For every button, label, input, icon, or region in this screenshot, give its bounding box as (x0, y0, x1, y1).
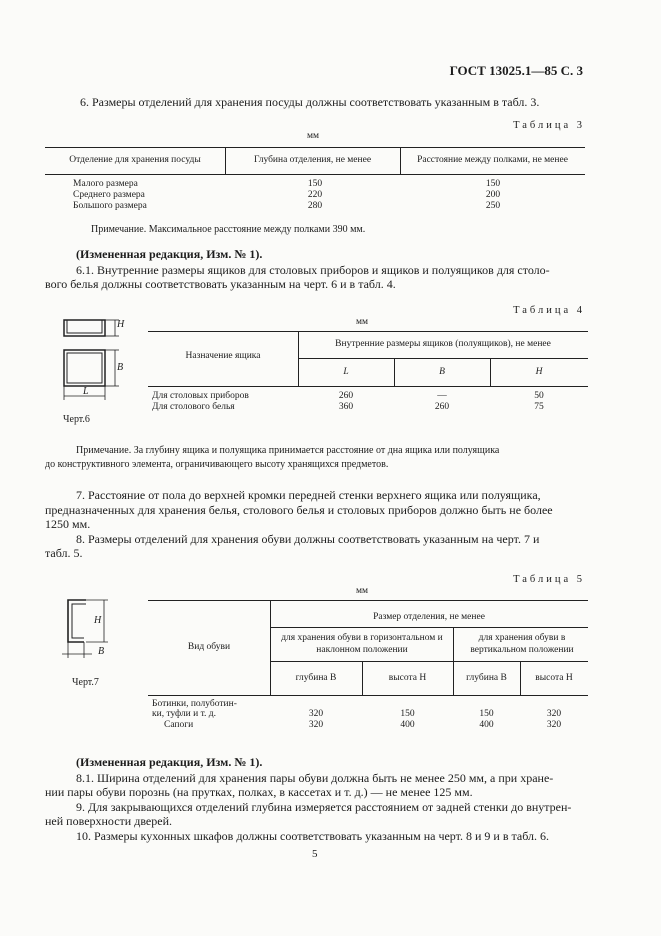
table3-row-2-depth: 220 (307, 190, 323, 200)
drawing-7 (58, 596, 128, 666)
paragraph-8-1-line-1: 8.1. Ширина отделений для хранения пары обуви должна быть не менее 250 мм, а при хране- (76, 771, 554, 785)
table5-sub-rule (270, 627, 588, 628)
table3-row-1-label: Малого размера (73, 179, 138, 189)
paragraph-6-1-line-2: вого белья должны соответствовать указанным на черт. 6 и в табл. 4. (45, 277, 396, 291)
table4-header-purpose: Назначение ящика (185, 351, 261, 361)
paragraph-7-line-2: предназначенных для хранения белья, столового белья и столовых приборов должно быть не более (45, 503, 553, 517)
table4-row-1-label: Для столовых приборов (152, 391, 249, 401)
table4-row-1-h: 50 (534, 391, 544, 401)
table3-row-3-depth: 280 (307, 201, 323, 211)
table3-header-col1: Отделение для хранения посуды (69, 155, 201, 165)
table5-row-1-height-1: 150 (400, 709, 415, 719)
table3-header-col3: Расстояние между полками, не менее (417, 155, 568, 165)
table5-header-depth-1: глубина B (295, 673, 337, 683)
table3-note: Примечание. Максимальное расстояние между полками 390 мм. (91, 224, 366, 235)
table4-header-b: B (439, 367, 445, 377)
table3-header-col2: Глубина отделения, не менее (253, 155, 372, 165)
table5-header-group: Размер отделения, не менее (373, 612, 485, 622)
table3-header-rule (45, 174, 585, 175)
table5-header-type: Вид обуви (187, 642, 231, 652)
drawing-6-caption: Черт.6 (63, 414, 90, 425)
table5-row-2-depth-2: 400 (479, 720, 494, 730)
table3-vrule-2 (400, 147, 401, 174)
paragraph-8-1-line-2: нии пары обуви порознь (на прутках, полках, в кассетах и т. д.) — не менее 125 мм. (45, 785, 473, 799)
paragraph-9-line-1: 9. Для закрывающихся отделений глубина измеряется расстоянием от задней стенки до внутрен- (76, 800, 572, 814)
table4-row-1-b: — (437, 391, 447, 401)
table5-row-1-label-line-1: Ботинки, полуботин- (152, 699, 237, 709)
table4-row-2-l: 360 (338, 402, 354, 412)
table3-vrule-1 (225, 147, 226, 174)
paragraph-6-1-line-1: 6.1. Внутренние размеры ящиков для столовых приборов и ящиков и полуящиков для столо- (76, 263, 550, 277)
table3-row-2-spacing: 200 (485, 190, 501, 200)
table4-unit: мм (356, 317, 369, 327)
table4-header-rule (148, 386, 588, 387)
table4-top-rule (148, 331, 588, 332)
table4-row-2-b: 260 (434, 402, 450, 412)
table4-row-1-l: 260 (338, 391, 354, 401)
table3-row-1-depth: 150 (307, 179, 323, 189)
paragraph-7-line-3: 1250 мм. (45, 517, 91, 531)
table5-top-rule (148, 600, 588, 601)
table4-caption: Таблица 4 (513, 305, 585, 316)
table4-note-line-2: до конструктивного элемента, ограничивающего высоту хранящихся предметов. (45, 459, 389, 470)
table5-row-2-height-2: 320 (546, 720, 562, 730)
table5-row-2-height-1: 400 (400, 720, 415, 730)
table5-header-height-2: высота H (535, 673, 573, 683)
drawing-6-label-h: H (117, 319, 125, 330)
table5-row-2-depth-1: 320 (308, 720, 324, 730)
table3-unit: мм (307, 131, 320, 141)
table3-top-rule (45, 147, 585, 148)
drawing-6-label-l: L (83, 386, 89, 397)
table4-note-line-1: Примечание. За глубину ящика и полуящика принимается расстояние от дна ящика или полуящика (76, 445, 500, 456)
paragraph-8-line-2: табл. 5. (45, 546, 83, 560)
amendment-note-2: (Измененная редакция, Изм. № 1). (76, 755, 263, 769)
table5-row-1-depth-2: 150 (479, 709, 494, 719)
drawing-6-label-b: B (117, 362, 124, 373)
table3-row-3-spacing: 250 (485, 201, 501, 211)
table5-row-1-depth-1: 320 (308, 709, 324, 719)
table3-row-1-spacing: 150 (485, 179, 501, 189)
table3-row-3-label: Большого размера (73, 201, 147, 211)
table5-row-1-label-line-2: ки, туфли и т. д. (152, 709, 216, 719)
amendment-note-1: (Измененная редакция, Изм. № 1). (76, 247, 263, 261)
table4-row-2-label: Для столового белья (152, 402, 235, 412)
table5-header-height-1: высота H (388, 673, 427, 683)
table5-row-2-label: Сапоги (164, 720, 194, 730)
paragraph-6: 6. Размеры отделений для хранения посуды должны соответствовать указанным в табл. 3. (80, 95, 540, 109)
table5-header-depth-2: глубина B (466, 673, 507, 683)
drawing-7-label-h: H (94, 615, 102, 626)
paragraph-10: 10. Размеры кухонных шкафов должны соответствовать указанным на черт. 8 и 9 и в табл. 6. (76, 829, 550, 843)
table5-header-vertical: для хранения обуви в вертикальном положении (470, 633, 574, 655)
paragraph-9-line-2: ней поверхности дверей. (45, 814, 173, 828)
page-number: 5 (312, 848, 318, 860)
table5-row-1-height-2: 320 (546, 709, 562, 719)
paragraph-8-line-1: 8. Размеры отделений для хранения обуви должны соответствовать указанным на черт. 7 и (76, 532, 540, 546)
table4-header-group: Внутренние размеры ящиков (полуящиков), не менее (335, 339, 551, 349)
table5-header-horizontal: для хранения обуви в горизонтальном и наклонном положении (281, 633, 443, 655)
table4-sub-rule (298, 358, 588, 359)
document-header: ГОСТ 13025.1—85 С. 3 (449, 63, 583, 78)
paragraph-7-line-1: 7. Расстояние от пола до верхней кромки передней стенки верхнего ящика или полуящика, (76, 488, 541, 502)
table5-caption: Таблица 5 (513, 574, 585, 585)
table5-header-rule (148, 695, 588, 696)
table5-leaf-rule (270, 661, 588, 662)
table3-row-2-label: Среднего размера (73, 190, 145, 200)
table3-caption: Таблица 3 (513, 120, 585, 131)
table4-header-l: L (343, 367, 349, 377)
drawing-7-label-b: B (98, 646, 105, 657)
table4-row-2-h: 75 (534, 402, 544, 412)
drawing-7-caption: Черт.7 (72, 677, 99, 688)
table4-header-h: H (535, 367, 543, 377)
table5-unit: мм (356, 586, 369, 596)
